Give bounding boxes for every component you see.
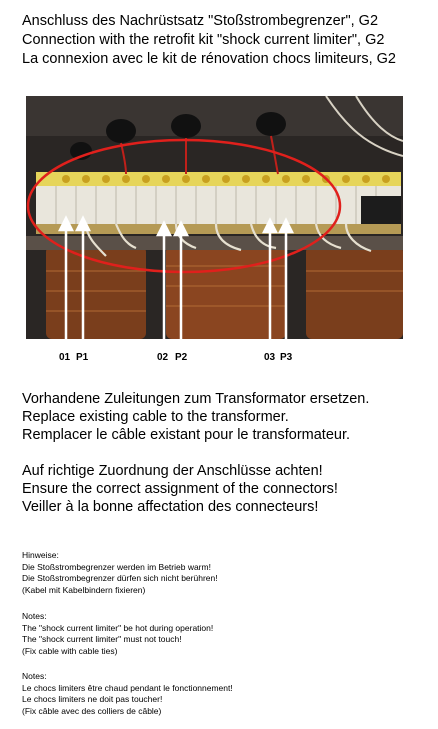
notes-fr-heading: Notes: bbox=[22, 671, 47, 681]
coil-right bbox=[306, 246, 403, 339]
notes-fr-line: Le chocs limiters être chaud pendant le fonctionnement! bbox=[22, 682, 233, 693]
notes-en bbox=[22, 611, 213, 657]
notes-en-line: The "shock current limiter" must not touch! bbox=[22, 634, 182, 644]
title-de: Anschluss des Nachrüstsatz "Stoßstrombegrenzer", G2 bbox=[22, 13, 379, 29]
notes-fr-line: (Fix câble avec des colliers de câble) bbox=[22, 705, 162, 716]
title-block bbox=[22, 12, 432, 69]
replace-en: Replace existing cable to the transformer. bbox=[22, 409, 289, 425]
title-en: Connection with the retrofit kit "shock current limiter", G2 bbox=[22, 32, 385, 48]
assignment-fr: Veiller à la bonne affectation des connecteurs! bbox=[22, 499, 319, 515]
label-p2: P2 bbox=[175, 352, 188, 363]
notes-fr bbox=[22, 671, 233, 717]
notes-de-heading: Hinweise: bbox=[22, 550, 59, 560]
notes-de-line: Die Stoßstrombegrenzer werden im Betrieb warm! bbox=[22, 561, 211, 572]
assignment-de: Auf richtige Zuordnung der Anschlüsse achten! bbox=[22, 463, 323, 479]
label-p1: P1 bbox=[76, 352, 89, 363]
label-03: 03 bbox=[264, 352, 276, 363]
assignment-instructions bbox=[22, 462, 338, 516]
coil-middle bbox=[166, 246, 286, 339]
label-p3: P3 bbox=[280, 352, 293, 363]
notes-en-heading: Notes: bbox=[22, 611, 47, 621]
photo-upper-area bbox=[26, 96, 403, 136]
notes-fr-line: Le chocs limiters ne doit pas toucher! bbox=[22, 694, 163, 704]
notes-de bbox=[22, 550, 218, 596]
transformer-photo bbox=[26, 96, 403, 339]
label-01: 01 bbox=[59, 352, 71, 363]
terminal-labels bbox=[0, 352, 438, 368]
notes-en-line: The "shock current limiter" be hot during operation! bbox=[22, 622, 214, 633]
replace-instructions bbox=[22, 390, 369, 444]
assignment-en: Ensure the correct assignment of the connectors! bbox=[22, 481, 338, 497]
notes-de-line: Die Stoßstrombegrenzer dürfen sich nicht berühren! bbox=[22, 573, 218, 583]
replace-de: Vorhandene Zuleitungen zum Transformator ersetzen. bbox=[22, 391, 370, 407]
label-02: 02 bbox=[157, 352, 169, 363]
notes-en-line: (Fix cable with cable ties) bbox=[22, 645, 118, 656]
replace-fr: Remplacer le câble existant pour le transformateur. bbox=[22, 427, 351, 443]
title-fr: La connexion avec le kit de rénovation chocs limiteurs, G2 bbox=[22, 51, 396, 67]
notes-de-line: (Kabel mit Kabelbindern fixieren) bbox=[22, 584, 146, 595]
